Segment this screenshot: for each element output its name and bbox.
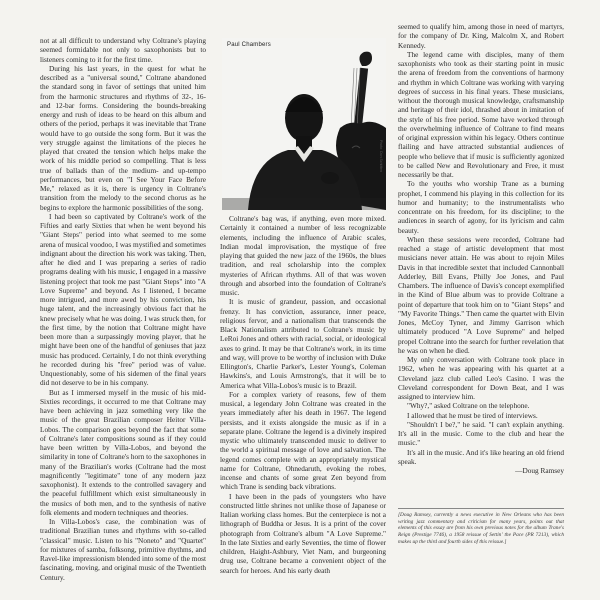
author-footnote: [Doug Ramsey, currently a news executive in New Orleans who has been writing jazz commentary and criticism for many years, points out that elements of this essay are from his own previous notes for the album Trane's Reign (Prestige 7746), a 1958 reissue of Settin' the Pace (PR 7213), which makes up the third and fourth sides of this reissue.] — [398, 508, 564, 546]
author-signature: —Doug Ramsey — [515, 466, 564, 475]
text-column-3 — [398, 22, 564, 504]
paragraph: seemed to qualify him, among those in need of martyrs, for the company of Dr. King, Malcolm X, and Robert Kennedy. — [398, 22, 564, 50]
photo-credit: Photo: Don Schlitten — [379, 140, 383, 172]
text-column-1 — [40, 36, 206, 586]
paragraph: "Shouldn't I be?," he said. "I can't explain anything. It's all in the music. Come to the club and hear the music." — [398, 419, 564, 448]
paragraph: I had been so captivated by Coltrane's work of the Fifties and early Sixties that when he went beyond his "Giant Steps" period into what seemed to me some arena of musical voodoo, I was mystified and sometimes indignant about the direction his work was taking. Then, after he died and I was preparing a series of radio programs dealing with his music, I engaged in a massive listening project that took me past "Giant Steps" into "A Love Supreme" and beyond. As I listened, I became more intrigued, and more awed by his conviction, his huge talent, and the increasingly obvious fact that he knew precisely what he was doing. I was struck then, for the first time, by the notion that Coltrane might have been more than a surpassingly moving player, that he might have been one of the handful of geniuses that jazz music has produced. Certainly, I do not think everything he recorded during his "free" period was of value. Unquestionably, some of his sidemen of the final years did not deserve to be in his company. — [40, 211, 206, 388]
photo-caption: Paul Chambers — [227, 42, 271, 48]
paragraph: During his last years, in the quest for what he described as a "universal sound," Coltrane abandoned the standard song in favor of settings that united him from the harmonic structures and rhythms of 32-, 16- and 12-bar forms. Considering the bounds-breaking energy and rush of ideas to be heard on this album and others of the period, perhaps it was inevitable that Trane would have to go outside the song form. But it was the very struggle against the limitations of the pieces he played that created the tension which helps make the work of his middle period so compelling. That is less true of ballads than of the medium- and up-tempo performances, but even on "I See Your Face Before Me," relaxed as it is, there is urgency in Coltrane's transition from the melody to the second chorus as he begins to explore the harmonic possibilities of the song. — [40, 63, 206, 212]
paragraph: Coltrane's bag was, if anything, even more mixed. Certainly it contained a number of less recognizable elements, including the influence of Arabic scales, Indian modal improvisation, the mystique of free playing that guided the new jazz of the 1960s, the blues tradition, and real scholarship into the complex mysteries of African rhythms. All of that was woven through and absorbed into the foundation of Coltrane's music. — [220, 214, 386, 297]
paragraph: In Villa-Lobos's case, the combination was of traditional Brazilian tunes and rhythms with so-called "classical" music. Listen to his "Noneto" and "Quartet" for mixtures of samba, folksong, primitive rhythms, and Ravel-like impressionism blended into some of the most fascinating, moving, and original music of the Twentieth Century. — [40, 517, 206, 582]
photo-image — [222, 38, 386, 210]
paul-chambers-photo — [222, 38, 386, 210]
paragraph: When these sessions were recorded, Coltrane had reached a stage of artistic development that most musicians never attain. He was about to rejoin Miles Davis in that incredible sextet that included Cannonball Adderley, Bill Evans, Philly Joe Jones, and Paul Chambers. The influence of Davis's concept exemplified in the Kind of Blue album was to provide Coltrane a point of departure that took him on to "Giant Steps" and "My Favorite Things." Then came the quartet with Elvin Jones, McCoy Tyner, and Jimmy Garrison which ultimately produced "A Love Supreme" and helped propel Coltrane into the search for further revelation that he was on when he died. — [398, 234, 564, 355]
paragraph: not at all difficult to understand why Coltrane's playing seemed formidable not only to saxophonists but to listeners coming to it for the first time. — [40, 36, 206, 64]
paragraph: It's all in the music. And it's like hearing an old friend speak. — [398, 447, 564, 466]
paragraph: I allowed that he must be tired of interviews. — [407, 410, 538, 420]
paragraph: My only conversation with Coltrane took place in 1962, when he was appearing with his quartet at a Cleveland jazz club called Leo's Casino. I was the Cleveland correspondent for Down Beat, and I was assigned to interview him. — [398, 355, 564, 401]
paragraph: It is music of grandeur, passion, and occasional frenzy. It has conviction, assurance, inner peace, religious fervor, and a nationalism that transcends the Black Nationalism attributed to Coltrane's music by LeRoi Jones and others with racial, social, or ideological axes to grind. It may be that Coltrane's work, in its time and way, will prove to be worthy of inclusion with Duke Ellington's, Charlie Parker's, Lester Young's, Coleman Hawkins's, and Louis Armstrong's, that it will be to America what Villa-Lobos's music is to Brazil. — [220, 297, 386, 390]
text-column-2 — [220, 214, 386, 586]
paragraph: "Why?," asked Coltrane on the telephone. — [407, 401, 530, 411]
paragraph: The legend came with disciples, many of them saxophonists who took as their starting point in music the arena of freedom from the conventions of harmony and rhythm in which Coltrane was working with varying degrees of success in his final years. These musicians, without the thorough musical knowledge, craftsmanship and heritage of their idol, thrashed about in imitation of the style of his free period. Some have worked through the overwhelming influence of Coltrane to find means of original expression within his legacy. Others continue flailing and have attracted substantial audiences of people who believe that if music is sufficiently agonized to be called New and Revolutionary and Free, it must necessarily be that. — [398, 49, 564, 179]
paragraph: I have been in the pads of youngsters who have constructed little shrines not unlike those of Japanese or Italian working class homes. But the centerpiece is not a lithograph of Buddha or Jesus. It is a print of the cover photograph from Coltrane's album "A Love Supreme." In the late Sixties and early Seventies, the time of flower children, Haight-Ashbury, Viet Nam, and burgeoning drug use, Coltrane became a convenient object of the search for heroes. And his early death — [220, 491, 386, 575]
paragraph: For a complex variety of reasons, few of them musical, a legendary John Coltrane was created in the years immediately after his death in 1967. The legend persists, and it exists alongside the music as if in a separate plane. Coltrane the legend is a divinely inspired mystic who ultimately transcended music to deliver to the world a spiritual message of love and salvation. The legend comes complete with an appropriately mystical name for Coltrane, Ohnedaruth, evoking the robes, incense and chants of some great Zen beyond from which Trane is sending back vibrations. — [220, 389, 386, 492]
paragraph: To the youths who worship Trane as a burning prophet, I commend his playing in this collection for its humor and humanity; to the instrumentalists who concentrate on his freedom, for its discipline; to the audiences in search of agony, for its lyricism and calm beauty. — [398, 179, 564, 235]
paragraph: But as I immersed myself in the music of his mid-Sixties recordings, it occurred to me that Coltrane may have been achieving in jazz something very like the music of the great Brazilian composer Heitor Villa-Lobos. The comparison goes beyond the fact that some of Coltrane's later compositions sound as if they could have been written by Villa-Lobos, and beyond the similarity in tone of Coltrane's horn to the saxophones in many of the Brazilian's works (Coltrane had the most magnificently "legitimate" tone of any modern jazz saxophonist). It extends to the controlled savagery and the peaceful fulfillment which exist simultaneously in the musics of both men, and to the synthesis of native folk elements and modern techniques and theories. — [40, 387, 206, 517]
